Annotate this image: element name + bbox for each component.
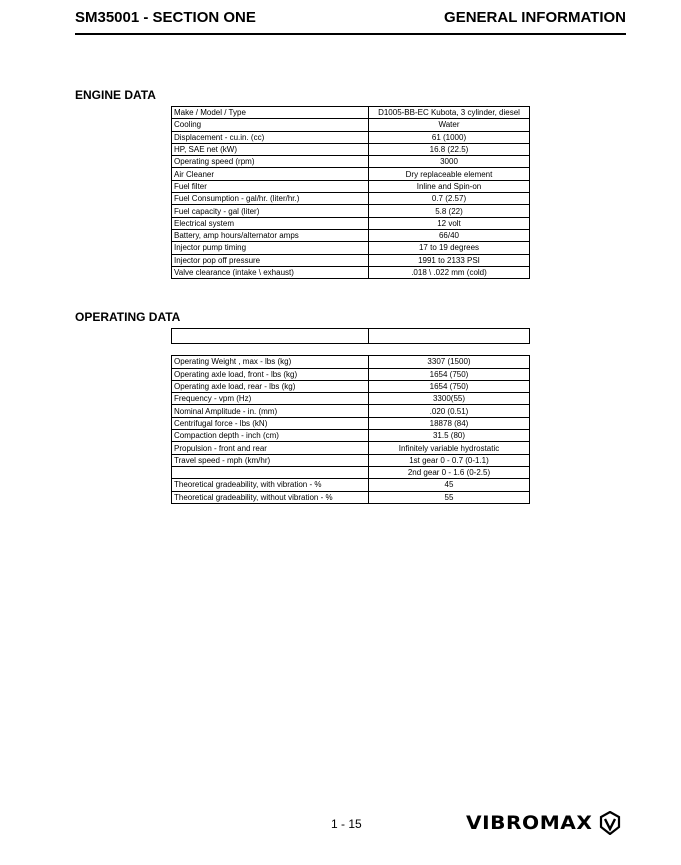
table-row [172,393,530,405]
row-value: .020 (0.51) [369,405,530,417]
operating-data-table [171,328,530,504]
row-label: Injector pop off pressure [172,254,369,266]
table-row [172,479,530,491]
table-row [172,466,530,478]
table-row [172,217,530,229]
row-label: Operating axle load, front - lbs (kg) [172,368,369,380]
table-row [172,405,530,417]
table-row [172,107,530,119]
logo-text: VIBROMAX [466,812,593,834]
vibromax-logo [466,810,621,836]
row-value: .018 \ .022 mm (cold) [369,266,530,278]
table-spacer-row [172,344,530,356]
row-value: 3300(55) [369,393,530,405]
row-label: Injector pump timing [172,242,369,254]
row-value: 3307 (1500) [369,356,530,368]
row-label: Electrical system [172,217,369,229]
row-label: Fuel capacity - gal (liter) [172,205,369,217]
table-header-row [172,329,530,344]
row-label [172,466,369,478]
row-label: Cooling [172,119,369,131]
row-value: 17 to 19 degrees [369,242,530,254]
row-label: Travel speed - mph (km/hr) [172,454,369,466]
table-row [172,168,530,180]
page-header [75,8,626,35]
empty-cell [172,329,369,344]
row-value: 1654 (750) [369,380,530,392]
row-value: 12 volt [369,217,530,229]
row-label: Fuel filter [172,180,369,192]
row-value: Dry replaceable element [369,168,530,180]
table-row [172,430,530,442]
table-row [172,254,530,266]
row-label: Theoretical gradeability, without vibration - % [172,491,369,503]
operating-data-title: OPERATING DATA [75,310,181,324]
engine-data-title: ENGINE DATA [75,88,156,102]
row-value: Inline and Spin-on [369,180,530,192]
row-label: Theoretical gradeability, with vibration - % [172,479,369,491]
row-value: 45 [369,479,530,491]
row-label: Operating Weight , max - lbs (kg) [172,356,369,368]
row-label: Operating axle load, rear - lbs (kg) [172,380,369,392]
row-value: 1654 (750) [369,368,530,380]
table-row [172,454,530,466]
page-number: 1 - 15 [331,817,362,831]
table-row [172,491,530,503]
row-value: 61 (1000) [369,131,530,143]
table-row [172,242,530,254]
row-value: 18878 (84) [369,417,530,429]
table-row [172,143,530,155]
row-value: 31.5 (80) [369,430,530,442]
row-value: 0.7 (2.57) [369,193,530,205]
row-value: 5.8 (22) [369,205,530,217]
row-value: Water [369,119,530,131]
table-row [172,417,530,429]
header-title: GENERAL INFORMATION [444,9,626,26]
table-row [172,266,530,278]
row-value: 2nd gear 0 - 1.6 (0-2.5) [369,466,530,478]
row-label: Valve clearance (intake \ exhaust) [172,266,369,278]
row-label: HP, SAE net (kW) [172,143,369,155]
row-value: D1005-BB-EC Kubota, 3 cylinder, diesel [369,107,530,119]
engine-data-table [171,106,530,279]
row-label: Make / Model / Type [172,107,369,119]
row-label: Displacement - cu.in. (cc) [172,131,369,143]
table-row [172,205,530,217]
table-row [172,156,530,168]
table-row [172,368,530,380]
row-label: Compaction depth - inch (cm) [172,430,369,442]
row-value: 1991 to 2133 PSI [369,254,530,266]
row-value: 66/40 [369,229,530,241]
spacer-cell [172,344,530,356]
table-row [172,193,530,205]
empty-cell [369,329,530,344]
table-row [172,380,530,392]
row-label: Nominal Amplitude - in. (mm) [172,405,369,417]
row-label: Propulsion - front and rear [172,442,369,454]
table-row [172,442,530,454]
row-label: Fuel Consumption - gal/hr. (liter/hr.) [172,193,369,205]
row-value: 1st gear 0 - 0.7 (0-1.1) [369,454,530,466]
row-label: Operating speed (rpm) [172,156,369,168]
row-label: Battery, amp hours/alternator amps [172,229,369,241]
row-value: 3000 [369,156,530,168]
row-value: 16.8 (22.5) [369,143,530,155]
row-label: Centrifugal force - lbs (kN) [172,417,369,429]
table-row [172,180,530,192]
row-value: 55 [369,491,530,503]
header-section-label: SM35001 - SECTION ONE [75,9,256,26]
table-row [172,229,530,241]
table-row [172,356,530,368]
row-label: Frequency - vpm (Hz) [172,393,369,405]
row-value: Infinitely variable hydrostatic [369,442,530,454]
row-label: Air Cleaner [172,168,369,180]
table-row [172,131,530,143]
vibromax-emblem-icon [599,811,621,835]
table-row [172,119,530,131]
